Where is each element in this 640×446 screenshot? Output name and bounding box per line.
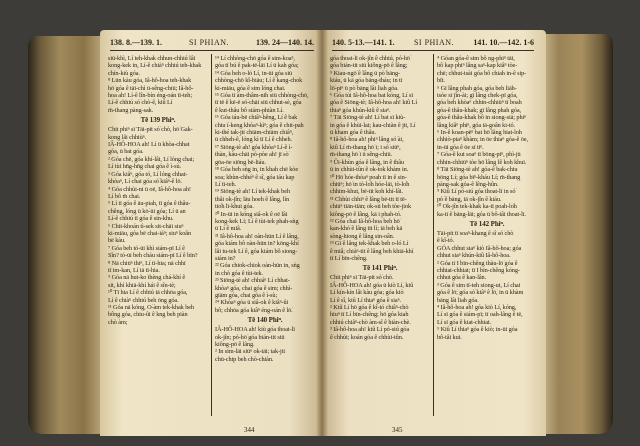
text-line: ū kham góa ê thâu. <box>330 129 376 137</box>
header-reference: 138. 8.—139. 1. <box>110 38 162 47</box>
text-line: kiông-pō ê lâng, kā i phah-tó. <box>330 210 402 218</box>
text-line: ¹⁰ Ok-jîn tek-khak ka-tī poah-lo̍h <box>437 203 517 211</box>
text-line: siū-khì, Lí teh-khak chhun-chhiú lâi <box>108 55 196 62</box>
text-line: ⁷ Góa beh tó-ūi khì siám-pī Lí ê <box>108 244 185 252</box>
text-line: in-ūi góa ê ōe sī tiⁿ. <box>437 143 484 151</box>
text-line: pò͘ ê bāng, iā ok-jîn ê kiáu. <box>437 195 502 203</box>
text-line: ⁴ Góa chhùi-ni ū oē, Iâ-hô-hoa ah! <box>108 185 191 193</box>
column-rule <box>433 54 434 416</box>
text-line: ka-tī ê bāng-lāi; góa ū bô-tâi thoat-lī. <box>437 210 526 218</box>
text-line: hiuⁿ tī Lí bīn-chêng; hō͘ góa kiah <box>330 311 409 319</box>
text-line: bô; chhōa góa kiâⁿ éng-oán ê lō͘. <box>215 306 293 314</box>
text-line: bô-tâi kui. <box>437 333 462 341</box>
text-line: bi̍t. <box>437 77 445 85</box>
text-line: góa-ê thâu-khak; gī lâng phah góa, <box>437 106 522 114</box>
text-line: Lí sī góa ê kiat-chhiat. <box>437 318 492 326</box>
text-line: Lí kín-kín lâi kàu góa; góa kiò <box>330 289 404 297</box>
text-line: ⁵ Kiû Lí thiaⁿ góa ê kiò; in-ūi góa <box>437 326 518 334</box>
text-line: chiu í-keng khòaⁿ-kìⁿ; góa ê chit-pah <box>215 121 304 129</box>
text-line: ²³ Siōng-tè ah! chhiáⁿ Lí chhat- <box>215 277 290 285</box>
text-line: ⁹ Ûi-khùn góa ê lâng, in ê thâu <box>330 158 404 166</box>
text-line: ¹⁹ Siōng-tè ah! Lí tek-khak beh <box>215 188 290 196</box>
chapter-heading: Tē 139 Phiⁿ. <box>140 116 176 125</box>
text-line: khòaⁿ góa, chai góa ê sim; chhì- <box>215 284 293 292</box>
text-line: ⁴ Iâ-hô-hoa ah! góa kiò Lí, kóng, <box>437 304 517 311</box>
text-line: gōa-ōe siōng bē-liáu. <box>215 158 266 166</box>
left-page <box>100 30 322 436</box>
text-line: IÂ-HÔ-HOA ah! Lí ū khòa-chhat <box>108 141 190 149</box>
text-line: kan-khó͘ ê lâng tit lí; iā beh kā <box>330 225 403 233</box>
text-line: ¹⁰ Tī hia Lí ê chhiú iā chhōa góa, <box>108 289 188 297</box>
text-line: Lí ê chiàⁿ chhiú beh ōng góa. <box>108 296 179 304</box>
text-line: bē kàu. <box>108 237 126 245</box>
text-line: ki-thé tak-jit chiām-chiām chiâⁿ, <box>215 129 294 137</box>
text-line: góa tī bú ê pak-tē-lāi Lí ū kah góa; <box>215 62 299 70</box>
text-line: ¹⁵ Góa tī àm-thâm-nih siū chhòng-chō, <box>215 92 309 100</box>
text-line: ê kut-thâu bô siám-phiàn Lí. <box>215 106 284 114</box>
text-line: bāng lâi liah góa. <box>437 296 479 304</box>
text-line: pàng-sak góa-ê lêng-hûn. <box>437 180 499 188</box>
page-stack-left <box>28 36 108 434</box>
text-line: ³ Iâ-hô-hoa ah! kiû Lí pó-siú góa <box>330 326 410 334</box>
text-column-1 <box>108 55 208 326</box>
text-line: chiūⁿ tiān-tiān; ok-sū beh tòe-jiok <box>330 203 412 211</box>
text-line: ¹¹ Chhùi chhiⁿ ê lâng bē-tit tī tē- <box>330 195 407 203</box>
text-line: kong-kek in, Lí-ê chiàⁿ chhiú teh-khak <box>108 62 202 70</box>
text-line: góa, ū bat góa. <box>108 148 144 156</box>
text-line: IÂ-HÔ-HOA ah! góa ū kiò Lí, kiû <box>330 281 414 289</box>
text-line: ⁹ Góa nā hut-ko͘ thèng chá-khí ê <box>108 274 186 282</box>
text-line: ⁵ Gī lâng phah góa, góa beh liāh- <box>437 84 517 92</box>
text-line: thiaⁿ góa khún-kiû ê siaⁿ. <box>330 106 391 114</box>
text-line: ⁵ Lí tī góa ê āu-piah, tī góa ê thâu- <box>108 200 191 208</box>
text-line: ¹⁰ Hō͘ hóe-thòaⁿ poah tī in ê sin- <box>330 173 407 181</box>
text-column-1 <box>330 55 430 341</box>
text-line: góa thoat-lī ok-jîn ê chhiú, pó-hō͘ <box>330 55 410 62</box>
text-line: ⁸ Iâ-hô-hoa ah! phiⁿ lâng só͘ ài, <box>330 136 404 144</box>
text-line: ê chhùi; koán góa ê chhùi-tûn. <box>330 333 404 341</box>
text-line: ⁸ Lūn kàu góa, Iâ-hô-hoa teh-khak <box>108 77 192 85</box>
text-line: ³ Góa kiâⁿ, góa tó, Lí lóng chhat- <box>108 170 188 178</box>
text-line: sòng-hiong ê lâng sin-oân. <box>330 232 395 240</box>
text-line: Lí-ê chhiú só͘ chò-ê, kiû Lí <box>108 99 173 107</box>
text-line: chhiú chiâⁿ-chò àm-sî ê hiàn-chè. <box>330 318 411 326</box>
text-line: ki-miāu, góa ê sim lóng chai. <box>215 84 286 92</box>
text-line: m̄-thang hō͘ i ū sêng-chiū. <box>330 151 393 159</box>
text-line: ¹⁴ Lí chhòng-chō góa ê sim-koaⁿ, <box>215 55 295 62</box>
text-line: lō͘-piⁿ ū pò͘ bāng lâi liah góa. <box>330 84 399 92</box>
chapter-heading: Tē 140 Phiⁿ. <box>247 316 283 325</box>
text-line: chhòng-chō kî-biāu; Lí ê kang-chok <box>215 77 303 85</box>
text-line: tio̍h lī-khui góa. <box>215 203 254 211</box>
text-line: GÓA chhut siaⁿ kiò Iâ-hô-hoa; góa <box>437 244 522 252</box>
text-line: bōng Lí; góa bīⁿ-kháu Lí; m̄-thang <box>437 173 521 181</box>
text-line: chiūⁿ; hō͘ in tò-lo̍h hóe-lāi, tò-lo̍h <box>330 180 410 188</box>
text-line: ê miâ; chiàⁿ-tit ê lâng beh khiā-khí <box>330 247 414 255</box>
book-title: SI PHIAN. <box>413 38 455 47</box>
text-line: Tāi-pit tī soaⁿ-khang ê sî só͘ chò <box>437 229 514 237</box>
text-line: ⁵ Kiau-ngō͘ ê lâng ū pò͘ bāng- <box>330 69 401 77</box>
text-line: chhut siaⁿ khún-kiû Iâ-hô-hoa. <box>437 252 511 260</box>
text-line: chêng, lóng ū kō͘-ūi góa; Lí ū an <box>108 207 186 215</box>
text-line: chhim-khut, bē-tit koh khí-lâi. <box>330 188 403 196</box>
text-line: sit, khì khiā-khí hái ê sîn-tè; <box>108 281 176 289</box>
text-line: Lí bô m̄ chai. <box>108 192 141 200</box>
text-line: chū-chip beh chò-chiàn. <box>215 355 274 363</box>
text-line: ¹³ Gī ê lâng tek-khak beh o-ló Lí <box>330 240 409 248</box>
text-line: ²² Góa chiok-chiok oàn-hūn in, sǹg <box>215 262 300 270</box>
text-line: ⁶ In-ê koan-pēⁿ bat hō͘ lâng hiat-loh <box>437 129 522 137</box>
text-line: ⁷ Góa-ê kut soaⁿ tī bōng-piⁿ, phì-jū <box>437 151 521 159</box>
text-line: chhut góa ê kan-lân. <box>437 274 487 282</box>
text-line: tsòe sī jîn-ài; gī lâng chek-pī góa, <box>437 92 518 100</box>
running-header <box>110 38 314 51</box>
text-line: hoa ah! Lí-ê lîn-bín éng-oán tī-teh; <box>108 92 193 100</box>
text-line: soa; khùn-chhéⁿ ê sî, góa iáu kap <box>215 173 295 181</box>
text-line: Lí sī góa ê siám-pī; tī oah-lâng ê tē, <box>437 311 523 319</box>
chapter-heading: Tē 141 Phiⁿ. <box>362 264 398 273</box>
column-rule <box>211 54 212 416</box>
text-line: góa bián-tit siū kiông-pō ê lâng; <box>330 62 408 70</box>
text-line: bông góa, chiu-ûi ê kng beh piàn <box>108 311 188 319</box>
text-line: chhiò-piaⁿ khàm; in ōe thiaⁿ góa-ê ōe, <box>437 136 528 144</box>
text-line: Lí-ê chhiú tī góa ê sin-khu. <box>108 215 174 223</box>
right-page <box>322 30 546 436</box>
text-line: hō͘ góa ê tāi-chì ū-sêng-chiū; Iâ-hô- <box>108 84 194 92</box>
text-line: ³ Góa ê sim tī-teh siong-ut, Lí chai <box>437 281 521 289</box>
chapter-heading: Tē 142 Phiⁿ. <box>469 219 505 228</box>
running-header <box>332 38 534 51</box>
text-line: ² Góa tī I bīn-chêng thàu-lō͘ góa ê <box>437 259 518 267</box>
page-number: 344 <box>244 426 255 434</box>
text-line: Chit phiⁿ sī Tāi-pit só͘ chò. <box>330 274 394 282</box>
text-line: ² In sim-lāi siūⁿ ok-tāi; tak-jit <box>215 348 285 356</box>
text-line: ²⁴ Khòaⁿ góa ū siâ-ok ê kiâⁿ-ûi <box>215 299 289 307</box>
header-reference: 140. 5-13.—141. 1. <box>332 38 395 47</box>
text-line: ⁷ Tāi Siōng-tè ah! Lí bat sī kiù- <box>330 114 406 122</box>
text-line: thàn, kàu-chāi pó-pòe ah! jī sò͘ <box>215 151 289 159</box>
text-line: ¹⁶ Góa iáu-bē chiâⁿ-hêng, Lí ê bak <box>215 114 298 122</box>
text-line: kong lâi chhiùⁿ. <box>108 133 146 141</box>
text-line: ⁹ Kiû Lí pó-siú góa thoat-lī in só͘ <box>437 188 516 196</box>
text-line: tī Lí bīn-chêng. <box>330 254 368 262</box>
text-line: ²¹ Iâ-hô-hoa ah! oàn-hūn Lí ê lâng, <box>215 232 299 240</box>
text-line: ¹⁴ Góa beh o-ló Lí, in-ūi góa siū <box>215 69 293 77</box>
text-line: ¹⁸ Góa beh sǹg in, in khah chē kòe <box>215 166 299 174</box>
text-line: Chit phiⁿ sī Tāi-pit só͘ chò, hō͘ Gak- <box>108 126 193 134</box>
book-gutter <box>316 30 328 436</box>
text-line: kiông-pō ê lâng. <box>215 341 255 349</box>
text-line: kong-kek Lí; Lí ê tùi-tek phah-sǹg <box>215 217 299 225</box>
text-line: lâi tu-tek Lí ê, góa kiám bô siong- <box>215 247 298 255</box>
text-line: chē; chhut-tsài góa bô chiah in-ê sip- <box>437 69 527 77</box>
text-line: m̄-thang pàng-sak. <box>108 106 154 114</box>
text-line: góa kiám bô oàn-hūn in? kōng-khí <box>215 240 299 248</box>
book-title: SI PHIAN. <box>188 38 230 47</box>
text-line: ⁴ Góan góa-ê sim bô ng-phiⁿ tāi, <box>437 55 515 62</box>
text-line: lâng kiâⁿ phiⁿ, góa iā-goân ki-tó. <box>437 121 516 129</box>
text-line: góa-ê thâu-khak bô in siong-siā; phiⁿ <box>437 114 527 122</box>
text-line: góa ê lō͘; góa só͘ kiâⁿ ê lō͘, in ū khàm <box>437 289 524 297</box>
text-line: góa ê Siōng-tè; Iâ-hô-hoa ah! kiû Lí <box>330 99 417 107</box>
text-line: giām góa, chai góa ê ì-sù; <box>215 292 278 299</box>
text-column-2 <box>437 55 537 341</box>
text-line: Lí tùi hn̄g-hn̄g chai góa ê ì-sù. <box>108 163 181 171</box>
text-line: Lí tī-teh. <box>215 180 237 188</box>
header-reference: 139. 24—140. 14. <box>256 38 314 47</box>
text-line: ⁸ Nā chiūⁿ thiⁿ, Lí tī-hia; nā chhī <box>108 259 186 267</box>
text-line: chhin-chhiūⁿ tòe hō͘ lâng lê koh khui. <box>437 158 527 166</box>
text-line: ok-jîn; pó-hō͘ góa bián-tit siū <box>215 333 285 341</box>
text-line: ū in chhùi-tûn ê ok-tok khàm in. <box>330 166 409 174</box>
text-line: ²⁰ In-ūi in kóng siâ-ok ê oē lâi <box>215 210 288 218</box>
text-line: ki-miāu, góa bē chai-iáⁿ; siuⁿ koân <box>108 229 191 237</box>
text-line: ⁶ Chit-khoán tì-sek sit-chāi siuⁿ <box>108 222 184 230</box>
text-line: in chò góa ê tùi-tek. <box>215 269 264 277</box>
text-line: Lí ê sî, kiû Lí thiaⁿ góa ê siaⁿ. <box>330 296 401 304</box>
text-line: tī tē ê kē-ē só͘-chāi siū chhut-sè, góa <box>215 99 302 107</box>
text-line: bô kap phiⁿ lâng saⁿ-kap kiâⁿ tòe- <box>437 62 518 70</box>
text-column-2 <box>215 55 315 363</box>
text-line: IÂ-HÔ-HOA ah! kiù góa thoat-lī <box>215 326 295 334</box>
text-line: in góa ê khùi-lat; kau-chiàn ê jit, Lí <box>330 121 416 129</box>
text-line: khòaⁿ, Lí chai góa só͘ kiâⁿ-ê lō͘. <box>108 178 182 186</box>
header-reference: 141. 10.—142. 1-6 <box>473 38 534 47</box>
text-line: ¹¹ Góa nā kóng, O͘-àm tek-khak beh <box>108 304 194 311</box>
text-line: chò àm; <box>108 318 128 326</box>
text-line: Sîn? tó-ūi beh cháu siám-pī Lí ê bīn? <box>108 252 198 260</box>
text-line: ⁸ Tāi Siōng-tè ah! góa-ê bak-chiu <box>437 166 518 174</box>
text-line: ⁶ Góa tùi Iâ-hô-hoa bat kóng, Lí sī <box>330 92 413 100</box>
text-line: chín-kiù góa. <box>108 69 140 77</box>
text-line: ū chheh-ê, lóng kì tī Lí ê chheh. <box>215 136 292 144</box>
text-line: kiáu, ū kā góa bāng-tháu; in tī <box>330 77 403 85</box>
page-stack-right <box>535 34 613 434</box>
text-line: ¹² Góa chai Iâ-hô-hoa beh hō͘ <box>330 217 400 225</box>
text-line: ² Góa chē, góa khí-lâi, Lí lóng chai; <box>108 155 195 163</box>
text-line: góa beh khòaⁿ chhin-chhiūⁿ tī boah <box>437 99 522 107</box>
text-line: ê kî-tó. <box>437 237 455 245</box>
text-line: siám in? <box>215 254 236 262</box>
text-line: tī im-kan, Lí iā tī-hia. <box>108 266 160 274</box>
text-line: kiû Lí m̄-thang hō͘ i; i só͘ siūⁿ, <box>330 143 401 151</box>
text-line: thâi ok-jîn; lāu hoeh ê lâng, lín <box>215 195 290 203</box>
text-line: ū Lí ê miâ. <box>215 225 242 233</box>
text-line: chhiat-chhiat; tī I bīn-chêng kóng- <box>437 266 520 274</box>
text-line: ¹⁷ Siōng-tè ah! góa khòaⁿ Lí-ê ì- <box>215 143 293 151</box>
text-line: ² Kiû Lí hō͘ góa ê kî-tó chiâⁿ-chò <box>330 304 409 311</box>
page-number: 345 <box>392 426 403 434</box>
